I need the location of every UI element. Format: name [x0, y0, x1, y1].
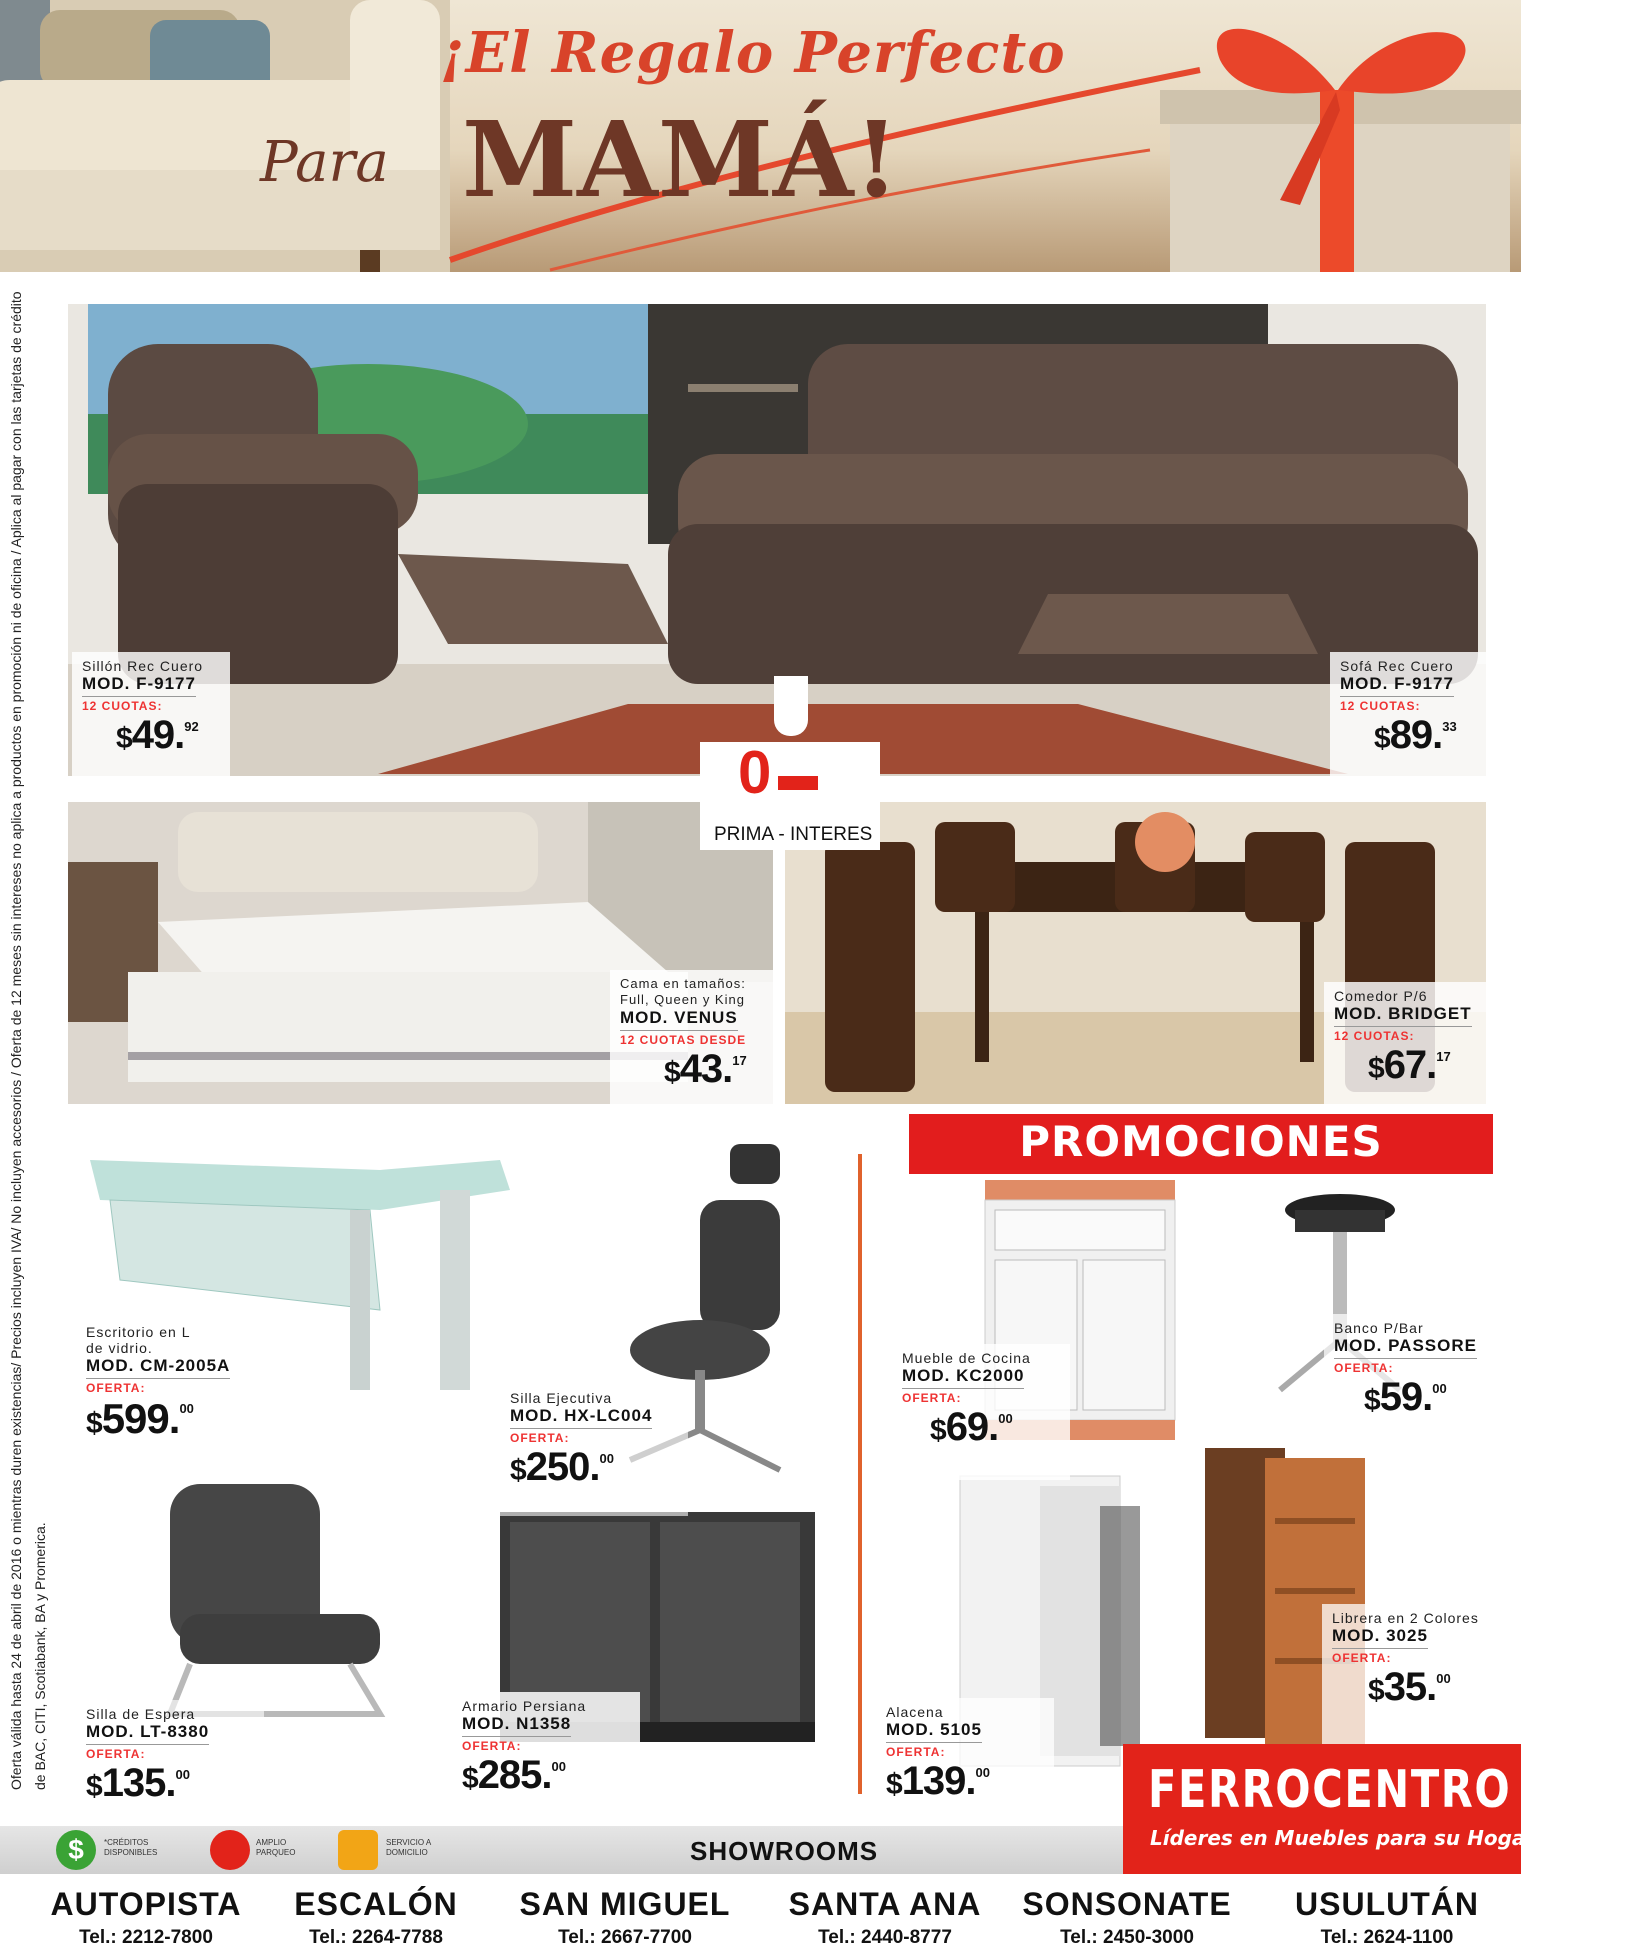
product-offer-label: OFERTA:	[510, 1431, 570, 1445]
gift-box-image	[1160, 0, 1521, 272]
product-model: MOD. LT-8380	[86, 1722, 209, 1745]
product-offer-label: 12 CUOTAS:	[1334, 1029, 1415, 1043]
product-model: MOD. 3025	[1332, 1626, 1428, 1649]
product-model: MOD. 5105	[886, 1720, 982, 1743]
product-price: $250.00	[510, 1445, 615, 1489]
product-offer-label: OFERTA:	[886, 1745, 946, 1759]
truck-icon	[338, 1830, 378, 1870]
product-tag-librera	[1322, 1604, 1512, 1748]
showroom-phone: Tel.: 2624-1100	[1320, 1927, 1454, 1948]
showroom-escalon	[256, 1886, 496, 1949]
zero-digit: 0	[738, 739, 772, 806]
product-tag-silla-ejecutiva	[500, 1384, 688, 1516]
showroom-name: SONSONATE	[1022, 1886, 1232, 1922]
product-tag-silla-espera	[76, 1700, 264, 1832]
product-desc: Librera en 2 Colores	[1332, 1610, 1479, 1626]
product-desc: Alacena	[886, 1704, 944, 1720]
product-model: MOD. KC2000	[902, 1366, 1024, 1389]
showrooms-heading: SHOWROOMS	[690, 1836, 879, 1866]
product-price: $59.00	[1364, 1375, 1447, 1419]
product-offer-label: 12 CUOTAS:	[1340, 699, 1421, 713]
product-desc: Armario Persiana	[462, 1698, 587, 1714]
waiting-chair-image	[160, 1474, 390, 1724]
brand-tagline: Líderes en Muebles para su Hogar y Oficina	[1150, 1826, 1641, 1850]
product-tag-alacena	[876, 1698, 1054, 1834]
product-model: MOD. F-9177	[1340, 674, 1454, 697]
showroom-phone: Tel.: 2667-7700	[558, 1927, 692, 1948]
showroom-name: ESCALÓN	[294, 1886, 458, 1922]
service-label-parqueo: AMPLIO PARQUEO	[256, 1838, 296, 1857]
product-model: MOD. BRIDGET	[1334, 1004, 1472, 1027]
product-offer-label: OFERTA:	[1332, 1651, 1392, 1665]
product-price: $35.00	[1368, 1665, 1451, 1709]
product-tag-comedor	[1324, 982, 1496, 1114]
product-desc: Sofá Rec Cuero	[1340, 658, 1454, 674]
product-desc: Cama en tamaños: Full, Queen y King	[620, 976, 746, 1007]
product-tag-sofa	[1330, 652, 1488, 784]
product-desc: Escritorio en L de vidrio.	[86, 1324, 190, 1356]
showroom-name: SANTA ANA	[788, 1886, 982, 1922]
product-desc: Silla Ejecutiva	[510, 1390, 613, 1406]
showroom-usulutan	[1267, 1886, 1507, 1949]
zero-label: PRIMA - INTERES	[714, 824, 873, 845]
car-icon	[210, 1830, 250, 1870]
product-model: MOD. HX-LC004	[510, 1406, 652, 1429]
showroom-phone: Tel.: 2264-7788	[309, 1927, 443, 1948]
service-label-domicilio: SERVICIO A DOMICILIO	[386, 1838, 431, 1857]
product-model: MOD. N1358	[462, 1714, 571, 1737]
product-tag-armario	[452, 1692, 640, 1828]
dollar-icon: $	[56, 1830, 96, 1870]
product-price: $69.00	[930, 1405, 1013, 1449]
product-price: $139.00	[886, 1759, 991, 1803]
product-desc: Mueble de Cocina	[902, 1350, 1031, 1366]
showroom-name: SAN MIGUEL	[519, 1886, 731, 1922]
service-label-creditos: *CRÉDITOS DISPONIBLES	[104, 1838, 158, 1857]
product-offer-label: OFERTA:	[1334, 1361, 1394, 1375]
product-offer-label: 12 CUOTAS DESDE	[620, 1033, 747, 1047]
headline-para: Para	[260, 130, 389, 195]
brand-name: FERROCENTRO	[1148, 1760, 1512, 1820]
product-desc: Banco P/Bar	[1334, 1320, 1424, 1336]
product-model: MOD. F-9177	[82, 674, 196, 697]
product-desc: Comedor P/6	[1334, 988, 1428, 1004]
product-tag-mueble-cocina	[892, 1344, 1070, 1480]
product-price: $135.00	[86, 1761, 191, 1805]
showroom-phone: Tel.: 2212-7800	[79, 1927, 213, 1948]
product-model: MOD. VENUS	[620, 1008, 738, 1031]
product-offer-label: OFERTA:	[86, 1747, 146, 1761]
showroom-autopista	[26, 1886, 266, 1949]
showroom-sonsonate	[1007, 1886, 1247, 1949]
product-desc: Sillón Rec Cuero	[82, 658, 204, 674]
product-tag-escritorio	[76, 1318, 274, 1470]
legal-note: Oferta válida hasta 24 de abril de 2016 o mientras duren existencias/ Precios incluyen IVA/ No incluyen accesorios / Oferta de 12 meses sin intereses no aplica a productos en promoción ni de oficina / Aplica al pagar con las tarjetas de crédito de BAC, CITI, Scotiabank, BA y Promerica.	[8, 291, 48, 1790]
showroom-phone: Tel.: 2450-3000	[1060, 1927, 1194, 1948]
product-model: MOD. CM-2005A	[86, 1356, 230, 1379]
vase-icon	[774, 676, 808, 736]
product-price: $599.00	[86, 1395, 194, 1442]
product-tag-cama	[610, 970, 778, 1114]
header-banner	[0, 0, 1521, 272]
showroom-san-miguel	[505, 1886, 745, 1949]
product-price: $43.17	[664, 1047, 747, 1091]
badge-arrow-icon	[778, 776, 818, 790]
product-offer-label: 12 CUOTAS:	[82, 699, 163, 713]
showroom-phone: Tel.: 2440-8777	[818, 1927, 952, 1948]
zero-interest-badge	[700, 739, 880, 850]
product-tag-sillon	[72, 652, 230, 784]
services-strip	[0, 1826, 1123, 1874]
promo-title: PROMOCIONES	[1019, 1117, 1383, 1166]
product-offer-label: OFERTA:	[462, 1739, 522, 1753]
product-price: $49.92	[116, 713, 199, 757]
product-price: $285.00	[462, 1753, 567, 1797]
showroom-santa-ana	[765, 1886, 1005, 1949]
headline-regalo: ¡El Regalo Perfecto	[440, 20, 1066, 86]
product-price: $89.33	[1374, 713, 1457, 757]
product-model: MOD. PASSORE	[1334, 1336, 1477, 1359]
product-desc: Silla de Espera	[86, 1706, 196, 1722]
showroom-name: USULUTÁN	[1295, 1886, 1479, 1922]
product-offer-label: OFERTA:	[902, 1391, 962, 1405]
product-offer-label: OFERTA:	[86, 1381, 146, 1395]
product-tag-banco-bar	[1324, 1314, 1506, 1450]
headline-mama: MAMÁ!	[462, 98, 900, 221]
section-divider	[858, 1154, 862, 1794]
product-price: $67.17	[1368, 1043, 1451, 1087]
showroom-name: AUTOPISTA	[50, 1886, 242, 1922]
